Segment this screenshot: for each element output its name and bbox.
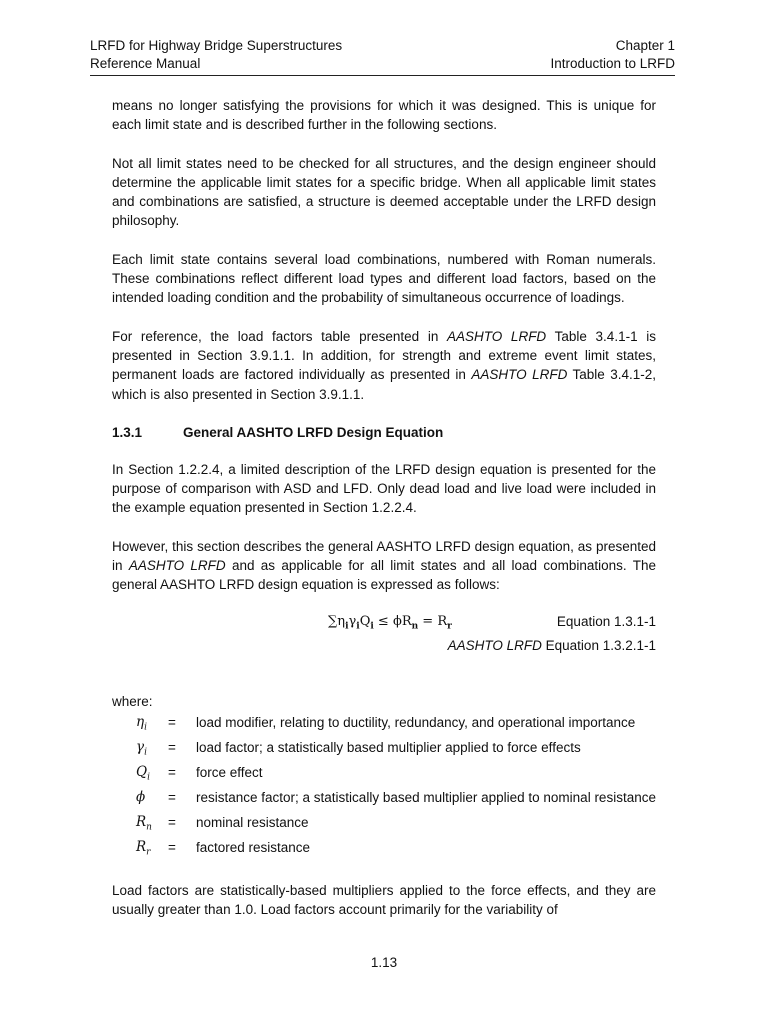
page-body bbox=[112, 96, 656, 938]
paragraph: Each limit state contains several load combinations, numbered with Roman numerals. These combinations reflect different load types and different load factors, based on the intended loading condition and the probability of simultaneous occurrence of loadings. bbox=[112, 251, 656, 306]
equation-block bbox=[112, 612, 656, 668]
paragraph: Load factors are statistically-based multipliers applied to the force effects, and they are usually greater than 1.0. Load factors account primarily for the variability of bbox=[112, 882, 656, 918]
equation-number: Equation 1.3.1-1 bbox=[556, 613, 656, 629]
definition-list bbox=[112, 713, 656, 863]
definition-item: ϕ = resistance factor; a statistically based multiplier applied to nominal resistance bbox=[136, 788, 656, 805]
where-label: where: bbox=[112, 693, 153, 709]
definition-item: $Q_i$ = force effect bbox=[136, 763, 263, 783]
header-chapter-number: Chapter 1 bbox=[615, 38, 675, 53]
paragraph: means no longer satisfying the provisions for which it was designed. This is unique for each limit state and is described further in the following sections. bbox=[112, 98, 656, 133]
definition-item: $\gamma_i$ = load factor; a statistically based multiplier applied to force effects bbox=[136, 738, 581, 758]
paragraph: However, this section describes the general AASHTO LRFD design equation, as presented in AASHTO LRFD and as applicable for all limit states and all load combinations. The general AASHTO LRFD design equation is expressed as follows: bbox=[112, 538, 656, 593]
page-number: 1.13 bbox=[370, 955, 398, 970]
header-chapter-title: Introduction to LRFD bbox=[550, 56, 675, 71]
definition-item: $R_n$ = nominal resistance bbox=[136, 813, 309, 833]
equation-reference: AASHTO LRFD Equation 1.3.2.1-1 bbox=[447, 637, 656, 653]
header-divider bbox=[90, 75, 675, 76]
design-equation: $\sum\eta_i\gamma_iQ_i \le \phi R_n = R_r$ bbox=[328, 613, 452, 632]
header-manual-subtitle: Reference Manual bbox=[90, 56, 201, 71]
paragraph: In Section 1.2.2.4, a limited description of the LRFD design equation is presented for the purpose of comparison with ASD and LFD. Only dead load and live load were included in the example equation presented in Section 1.2.2.4. bbox=[112, 461, 656, 516]
definition-item: $\eta_i$ = load modifier, relating to ductility, redundancy, and operational importance bbox=[136, 713, 636, 733]
header-manual-title: LRFD for Highway Bridge Superstructures bbox=[90, 38, 343, 53]
page-header bbox=[90, 37, 675, 73]
paragraph: Not all limit states need to be checked for all structures, and the design engineer should determine the applicable limit states for a specific bridge. When all applicable limit states and combinations are satisfied, a structure is deemed acceptable under the LRFD design philosophy. bbox=[112, 155, 656, 229]
section-number: 1.3.1 bbox=[112, 424, 143, 440]
definition-item: $R_r$ = factored resistance bbox=[136, 838, 311, 858]
section-title: General AASHTO LRFD Design Equation bbox=[183, 424, 444, 440]
paragraph: For reference, the load factors table presented in AASHTO LRFD Table 3.4.1-1 is presented in Section 3.9.1.1. In addition, for strength and extreme event limit states, permanent loads are factored individually as presented in AASHTO LRFD Table 3.4.1-2, which is also presented in Section 3.9.1.1. bbox=[112, 328, 656, 402]
section-heading bbox=[112, 423, 656, 442]
